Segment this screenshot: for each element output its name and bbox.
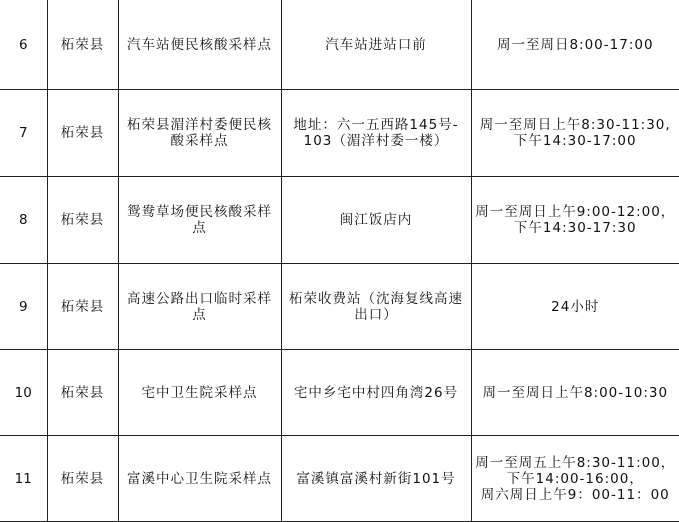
site-name-cell: 宅中卫生院采样点 <box>118 350 281 436</box>
site-name-cell: 鸳鸯草场便民核酸采样 点 <box>118 177 281 264</box>
county-cell: 柘荣县 <box>47 436 118 522</box>
hours-cell: 24小时 <box>471 264 679 350</box>
address-cell: 汽车站进站口前 <box>281 0 471 90</box>
table-row <box>0 436 679 522</box>
address-cell: 宅中乡宅中村四角湾26号 <box>281 350 471 436</box>
row-index: 11 <box>0 436 47 522</box>
table-row <box>0 90 679 177</box>
hours-cell: 周一至周五上午8:30-11:00， 下午14:00-16:00， 周六周日上午9：00-11：00 <box>471 436 679 522</box>
table-row <box>0 264 679 350</box>
site-name-cell: 柘荣县湄洋村委便民核 酸采样点 <box>118 90 281 177</box>
table-row <box>0 177 679 264</box>
county-cell: 柘荣县 <box>47 350 118 436</box>
address-cell: 柘荣收费站（沈海复线高速 出口） <box>281 264 471 350</box>
county-cell: 柘荣县 <box>47 0 118 90</box>
table-row <box>0 0 679 90</box>
county-cell: 柘荣县 <box>47 90 118 177</box>
hours-cell: 周一至周日上午8:30-11:30, 下午14:30-17:00 <box>471 90 679 177</box>
address-cell: 闽江饭店内 <box>281 177 471 264</box>
row-index: 9 <box>0 264 47 350</box>
row-index: 8 <box>0 177 47 264</box>
county-cell: 柘荣县 <box>47 264 118 350</box>
row-index: 6 <box>0 0 47 90</box>
row-index: 10 <box>0 350 47 436</box>
table-row <box>0 350 679 436</box>
hours-cell: 周一至周日8:00-17:00 <box>471 0 679 90</box>
address-cell: 地址：六一五西路145号- 103（湄洋村委一楼） <box>281 90 471 177</box>
address-cell: 富溪镇富溪村新街101号 <box>281 436 471 522</box>
site-name-cell: 汽车站便民核酸采样点 <box>118 0 281 90</box>
hours-cell: 周一至周日上午9:00-12:00， 下午14:30-17:30 <box>471 177 679 264</box>
row-index: 7 <box>0 90 47 177</box>
site-name-cell: 高速公路出口临时采样 点 <box>118 264 281 350</box>
site-name-cell: 富溪中心卫生院采样点 <box>118 436 281 522</box>
county-cell: 柘荣县 <box>47 177 118 264</box>
hours-cell: 周一至周日上午8:00-10:30 <box>471 350 679 436</box>
